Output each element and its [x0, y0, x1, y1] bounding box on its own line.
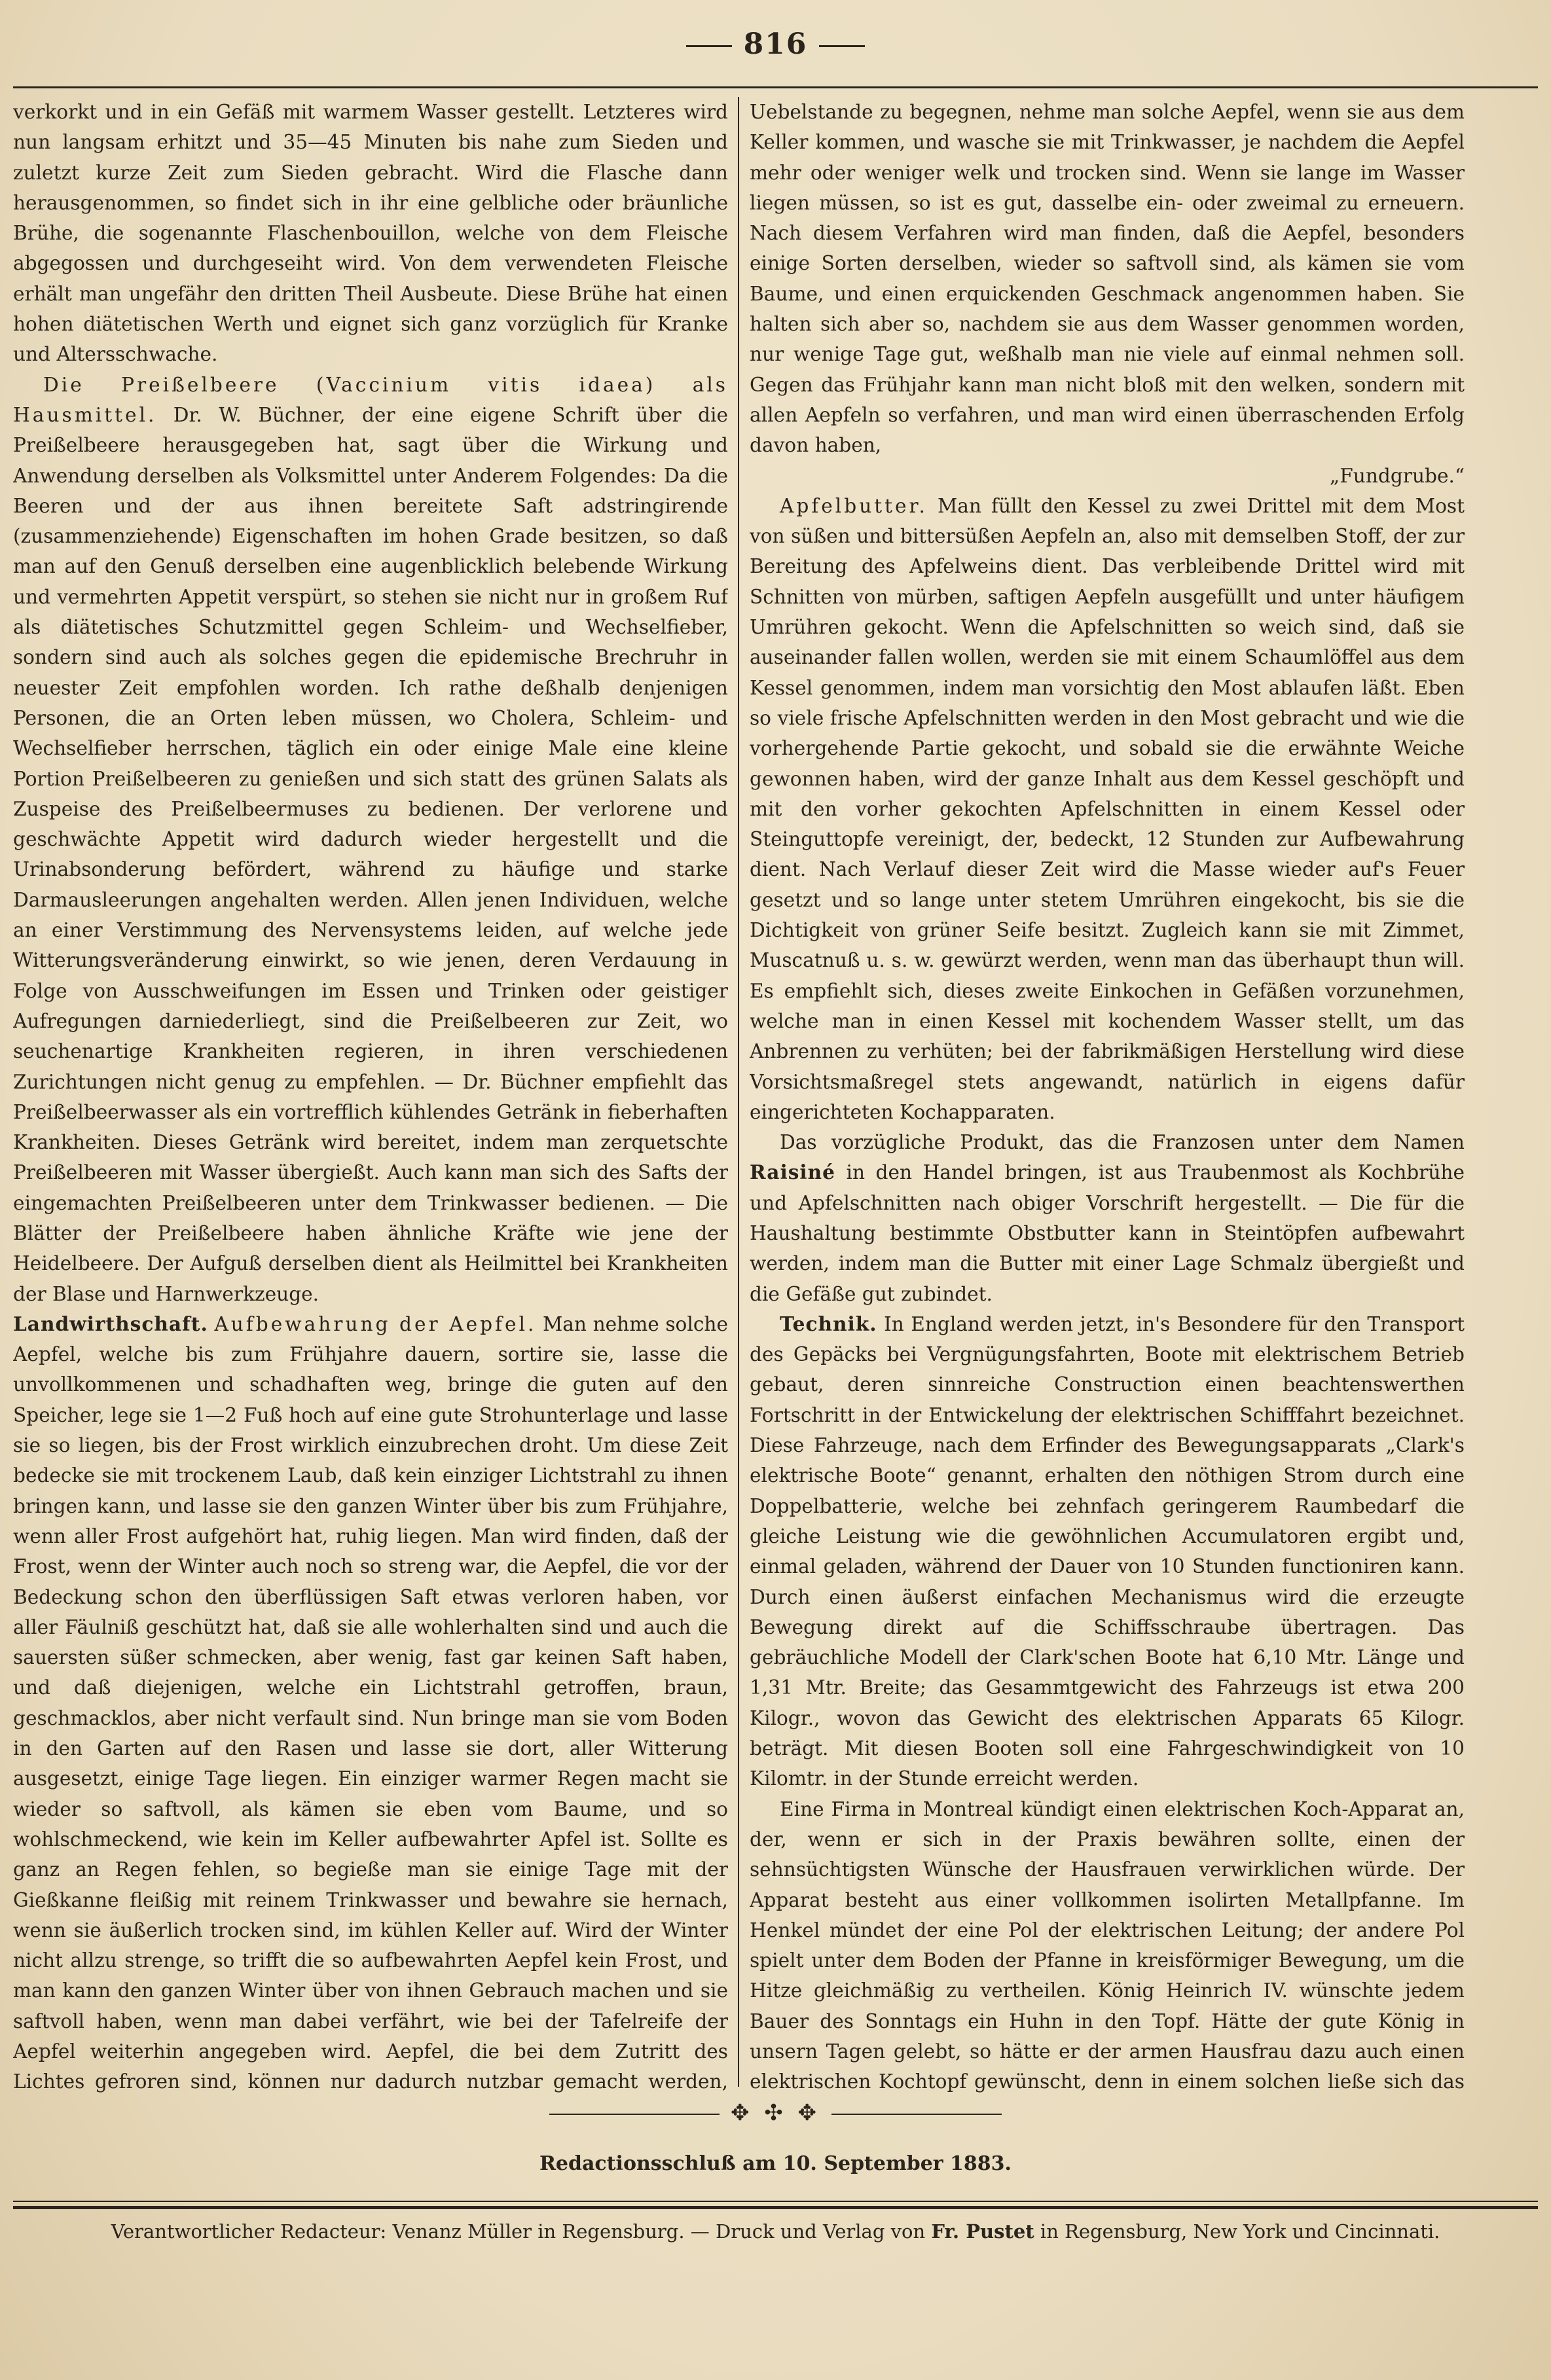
article-text: Dr. W. Büchner, der eine eigene Schrift über die Preißelbeere herausgegeben hat, sagt über die Wirkung und Anwendung derselben als Volksmittel unter Anderem Folgendes: Da die Beeren und der aus ihnen bereitete Saft adstringirende (zusammenziehende) Eigenschaften im hohen Grade besitzen, so daß man auf den Genuß derselben eine augenblicklich belebende Wirkung und vermehrten Appetit verspürt, so stehen sie nicht nur in großem Ruf als diätetisches Schutzmittel gegen Schleim- und Wechselfieber, sondern sind auch als solches gegen die epidemische Brechruhr in neuester Zeit empfohlen worden. Ich rathe deßhalb denjenigen Personen, die an Orten leben müssen, wo Cholera, Schleim- und Wechselfieber herrschen, täglich ein oder einige Male eine kleine Portion Preißelbeeren zu genießen und sich statt des grünen Salats als Zuspeise des Preißelbeermuses zu bedienen. Der verlorene und geschwächte Appetit wird dadurch wieder hergestellt und die Urinabsonderung befördert, während zu häufige und starke Darmausleerungen angehalten werden. Allen jenen Individuen, welche an einer Verstimmung des Nervensystems leiden, auf welche jede Witterungsveränderung einwirkt, so wie jenen, deren Verdauung in Folge von Ausschweifungen im Essen und Trinken oder geistiger Aufregungen darniederliegt, sind die Preißelbeeren zur Zeit, wo seuchenartige Krankheiten regieren, in ihren verschiedenen Zurichtungen nicht genug zu empfehlen. — Dr. Büchner empfiehlt das Preißelbeerwasser als ein vortrefflich kühlendes Getränk in fieberhaften Krankheiten. Dieses Getränk wird bereitet, indem man zerquetschte Preißelbeeren mit Wasser übergießt. Auch kann man sich des Safts der eingemachten Preißelbeeren unter dem Trinkwasser bedienen. — Die Blätter der Preißelbeere haben ähnliche Kräfte wie jene der Heidelbeere. Der Aufguß derselben dient als Heilmittel bei Krankheiten der Blase und Harnwerkzeuge.: [13, 403, 728, 1305]
article-text: Das vorzügliche Produkt, das die Franzosen unter dem Namen: [780, 1131, 1465, 1154]
article-subheading: Aufbewahrung der Aepfel.: [214, 1312, 537, 1335]
source-attribution: „Fundgrube.“: [1329, 464, 1465, 487]
article-paragraph: verkorkt und in ein Gefäß mit warmem Wasser gestellt. Letzteres wird nun langsam erhitzt und 35—45 Minuten bis nahe zum Sieden und zuletzt kurze Zeit zum Sieden gebracht. Wird die Flasche dann herausgenommen, so findet sich in ihr eine gelbliche oder bräunliche Brühe, die sogenannte Flaschenbouillon, welche von dem Fleische abgegossen und durchgeseiht wird. Von dem verwendeten Fleische erhält man ungefähr den dritten Theil Ausbeute. Diese Brühe hat einen hohen diätetischen Werth und eignet sich ganz vorzüglich für Kranke und Altersschwache.: [13, 101, 728, 366]
ornament-line-right: [831, 2114, 1002, 2115]
article-paragraph: [750, 1309, 1465, 1794]
article-text: In England werden jetzt, in's Besondere für den Transport des Gepäcks bei Vergnügungsfahrten, Boote mit elektrischem Betrieb gebaut, deren sinnreiche Construction einen beachtenswerthen Fortschritt in der Entwickelung der elektrischen Schifffahrt bezeichnet. Diese Fahrzeuge, nach dem Erfinder des Bewegungsapparats „Clark's elektrische Boote“ genannt, erhalten den nöthigen Strom durch eine Doppelbatterie, welche bei zehnfach geringerem Raumbedarf die gleiche Leistung wie die gewöhnlichen Accumulatoren ergibt und, einmal geladen, während der Dauer von 10 Stunden functioniren kann. Durch einen äußerst einfachen Mechanismus wird die erzeugte Bewegung direkt auf die Schiffsschraube übertragen. Das gebräuchliche Modell der Clark'schen Boote hat 6,10 Mtr. Länge und 1,31 Mtr. Breite; das Gesammtgewicht des Fahrzeugs ist etwa 200 Kilogr., wovon das Gewicht des elektrischen Apparats 65 Kilogr. beträgt. Mit diesen Booten soll eine Fahrgeschwindigkeit von 10 Kilomtr. in der Stunde erreicht werden.: [750, 1312, 1465, 1790]
article-text: Man füllt den Kessel zu zwei Drittel mit dem Most von süßen und bittersüßen Aepfeln an, also mit demselben Stoff, der zur Bereitung des Apfelweins dient. Das verbleibende Drittel wird mit Schnitten von mürben, saftigen Aepfeln ausgefüllt und unter häufigem Umrühren gekocht. Wenn die Apfelschnitten so weich sind, daß sie auseinander fallen wollen, werden sie mit einem Schaumlöffel aus dem Kessel genommen, indem man vorsichtig den Most ablaufen läßt. Eben so viele frische Apfelschnitten werden in den Most gebracht und wie die vorhergehende Partie gekocht, und sobald sie die erwähnte Weiche gewonnen haben, wird der ganze Inhalt aus dem Kessel geschöpft und mit den vorher gekochten Apfelschnitten in einem Kessel oder Steinguttopfe vereinigt, der, bedeckt, 12 Stunden zur Aufbewahrung dient. Nach Verlauf dieser Zeit wird die Masse wieder auf's Feuer gesetzt und so lange unter stetem Umrühren eingekocht, bis sie die Dichtigkeit von grüner Seife besitzt. Zugleich kann sie mit Zimmet, Muscatnuß u. s. w. gewürzt werden, wenn man das überhaupt thun will. Es empfiehlt sich, dieses zweite Einkochen in Gefäßen vorzunehmen, welche man in einen Kessel mit kochendem Wasser stellt, um das Anbrennen zu verhüten; bei der fabrikmäßigen Herstellung wird diese Vorsichtsmaßregel stets angewandt, natürlich in eigens dafür eingerichteten Kochapparaten.: [750, 494, 1465, 1123]
article-paragraph: Uebelstande zu begegnen, nehme man solche Aepfel, wenn sie aus dem Keller kommen, und wasche sie mit Trinkwasser, je nachdem die Aepfel mehr oder weniger welk und trocken sind. Wenn sie lange im Wasser liegen müssen, so ist es gut, dasselbe ein- oder zweimal zu erneuern. Nach diesem Verfahren wird man finden, daß die Aepfel, besonders einige Sorten derselben, wieder so saftvoll sind, als kämen sie vom Baume, und einen erquickenden Geschmack angenommen haben. Sie halten sich aber so, nachdem sie aus dem Wasser genommen worden, nur wenige Tage gut, weßhalb man nie viele auf einmal nehmen soll. Gegen das Frühjahr kann man nicht bloß mit den welken, sondern mit allen Aepfeln so verfahren, und man wird einen überraschenden Erfolg davon haben,: [750, 101, 1465, 457]
left-column: [13, 97, 728, 2093]
folio-dash-right: [819, 45, 865, 47]
header-rule: [13, 86, 1538, 88]
footer-rule-thick: [13, 2206, 1538, 2209]
article-paragraph: Eine Firma in Montreal kündigt einen elektrischen Koch-Apparat an, der, wenn er sich in der Praxis bewähren sollte, einen der sehnsüchtigsten Wünsche der Hausfrauen verwirklichen würde. Der Apparat besteht aus einer vollkommen isolirten Metallpfanne. Im Henkel mündet der eine Pol der elektrischen Leitung; der andere Pol spielt unter dem Boden der Pfanne in kreisförmiger Bewegung, um die Hitze gleichmäßig zu vertheilen. König Heinrich IV. wünschte jedem Bauer des Sonntags ein Huhn in den Topf. Hätte der gute König in unsern Tagen gelebt, so hätte er der armen Hausfrau dazu auch einen elektrischen Kochtopf gewünscht, denn in einem solchen ließe sich das: [750, 1797, 1465, 2093]
folio-dash-left: [686, 45, 732, 47]
right-column: [750, 97, 1465, 2093]
section-heading: Technik.: [780, 1312, 877, 1335]
imprint-text: Verantwortlicher Redacteur: Venanz Müller in Regensburg. — Druck und Verlag von: [111, 2220, 926, 2243]
page-number-text: 816: [743, 27, 808, 61]
ornament-glyph: ✥ ✣ ✥: [730, 2100, 821, 2126]
article-text: in den Handel bringen, ist aus Traubenmost als Kochbrühe und Apfelschnitten nach obiger Vorschrift hergestellt. — Die für die Haushaltung bestimmte Obstbutter kann in Steintöpfen aufbewahrt werden, indem man die Butter mit einer Lage Schmalz übergießt und die Gefäße gut zubindet.: [750, 1161, 1465, 1305]
article-text: Man nehme solche Aepfel, welche bis zum Frühjahre dauern, sortire sie, lasse die unvollkommenen und schadhaften weg, bringe die guten auf den Speicher, lege sie 1—2 Fuß hoch auf eine gute Strohunterlage und lasse sie so liegen, bis der Frost wirklich einzubrechen droht. Um diese Zeit bedecke sie mit trockenem Laub, daß kein einziger Lichtstrahl zu ihnen bringen kann, und lasse sie den ganzen Winter über bis zum Frühjahre, wenn aller Frost aufgehört hat, ruhig liegen. Man wird finden, daß der Frost, wenn der Winter auch noch so streng war, die Aepfel, die vor der Bedeckung schon den überflüssigen Saft etwas verloren haben, vor aller Fäulniß geschützt hat, daß sie alle wohlerhalten sind und auch die sauersten süßer schmecken, aber wenig, fast gar keinen Saft haben, und daß diejenigen, welche ein Lichtstrahl getroffen, braun, geschmacklos, aber nicht verfault sind. Nun bringe man sie vom Boden in den Garten auf den Rasen und lasse sie dort, aller Witterung ausgesetzt, einige Tage liegen. Ein einziger warmer Regen macht sie wieder so saftvoll, als kämen sie eben vom Baume, und so wohlschmeckend, wie kein im Keller aufbewahrter Apfel ist. Sollte es ganz an Regen fehlen, so begieße man sie einige Tage mit der Gießkanne fleißig mit reinem Trinkwasser und bewahre sie hernach, wenn sie äußerlich trocken sind, im kühlen Keller auf. Wird der Winter nicht allzu strenge, so trifft die so aufbewahrten Aepfel kein Frost, und man kann den ganzen Winter über von ihnen Gebrauch machen und sie saftvoll haben, wenn man dabei verfährt, wie bei der Tafelreife der Aepfel weiterhin angegeben wird. Aepfel, die bei dem Zutritt des Lichtes gefroren sind, können nur dadurch nutzbar gemacht werden,: [13, 1312, 728, 2093]
article-paragraph: [750, 1127, 1465, 1309]
footer-rule-thin: [13, 2201, 1538, 2202]
page-number: [0, 27, 1551, 61]
article-paragraph: [13, 370, 728, 1309]
ornamental-rule: [0, 2100, 1551, 2126]
article-heading: Die Preißelbeere (Vaccinium vitis idaea) als Hausmittel.: [13, 373, 728, 426]
column-divider: [738, 97, 739, 2087]
publisher-name: Fr. Pustet: [931, 2220, 1034, 2243]
article-paragraph: [750, 491, 1465, 1127]
section-heading: Landwirthschaft.: [13, 1312, 208, 1335]
imprint-text: in Regensburg, New York und Cincinnati.: [1040, 2220, 1440, 2243]
imprint-line: [0, 2220, 1551, 2243]
article-paragraph: [13, 1309, 728, 2093]
editorial-closing-line: Redactionsschluß am 10. September 1883.: [539, 2152, 1012, 2175]
product-name: Raisiné: [750, 1161, 835, 1184]
article-heading: Apfelbutter.: [780, 494, 928, 517]
ornament-line-left: [549, 2114, 720, 2115]
